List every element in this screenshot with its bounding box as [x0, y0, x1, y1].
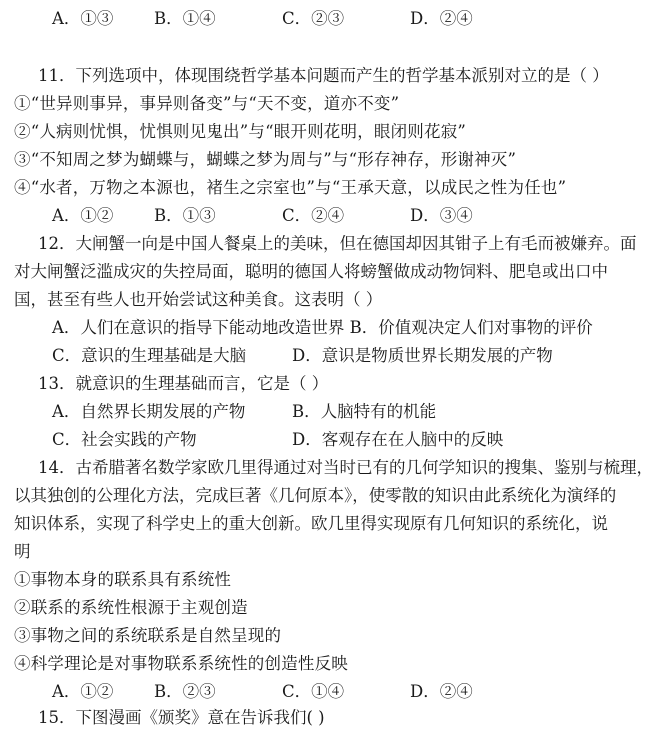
q14-statement-2: ②联系的系统性根源于主观创造 [14, 598, 248, 617]
q13-options-cd [0, 426, 660, 453]
q11-statement-1: ①“世异则事异，事异则备变”与“天不变，道亦不变” [14, 94, 400, 113]
q14-option-a: A．①② [52, 682, 114, 701]
q11-statement-3: ③“不知周之梦为蝴蝶与，蝴蝶之梦为周与”与“形存神存，形谢神灭” [14, 150, 517, 169]
q14-line-2: 以其独创的公理化方法，完成巨著《几何原本》，使零散的知识由此系统化为演绎的 [14, 486, 617, 505]
q13-options-ab [0, 398, 660, 425]
q13-option-d: D．客观存在在人脑中的反映 [292, 430, 504, 449]
q12-option-c: C．意识的生理基础是大脑 [52, 346, 247, 365]
q11-stem: 11．下列选项中，体现围绕哲学基本问题而产生的哲学基本派别对立的是（ ） [38, 66, 609, 85]
q14-option-c: C．①④ [282, 682, 345, 701]
q13-option-c: C．社会实践的产物 [52, 430, 197, 449]
q14-line-3: 知识体系，实现了科学史上的重大创新。欧几里得实现原有几何知识的系统化，说 [14, 514, 608, 533]
q13-option-b: B．人脑特有的机能 [292, 402, 437, 421]
q15-stem: 15．下图漫画《颁奖》意在告诉我们( ) [38, 708, 325, 727]
q12-line-3: 国，甚至有些人也开始尝试这种美食。这表明（ ） [14, 290, 383, 309]
q11-option-b: B．①③ [154, 206, 216, 225]
q12-option-d: D．意识是物质世界长期发展的产物 [292, 346, 553, 365]
q11-statement-4: ④“水者，万物之本源也，褚生之宗室也”与“王承天意，以成民之性为任也” [14, 178, 567, 197]
q14-option-b: B．②③ [154, 682, 216, 701]
q10-option-b: B．①④ [154, 9, 216, 28]
q12-line-1: 12．大闸蟹一向是中国人餐桌上的美味，但在德国却因其钳子上有毛而被嫌弃。面 [38, 234, 637, 253]
q14-statement-4: ④科学理论是对事物联系系统性的创造性反映 [14, 654, 348, 673]
q14-statement-1: ①事物本身的联系具有系统性 [14, 570, 232, 589]
q11-options [0, 202, 660, 229]
q13-stem: 13．就意识的生理基础而言，它是（ ） [38, 374, 329, 393]
q11-option-c: C．②④ [282, 206, 345, 225]
q12-options-ab: A．人们在意识的指导下能动地改造世界 B．价值观决定人们对事物的评价 [52, 318, 593, 337]
q10-option-d: D．②④ [410, 9, 473, 28]
q14-line-1: 14．古希腊著名数学家欧几里得通过对当时已有的几何学知识的搜集、鉴别与梳理， [38, 458, 653, 477]
q11-option-d: D．③④ [410, 206, 473, 225]
q14-option-d: D．②④ [410, 682, 473, 701]
q14-options [0, 678, 660, 705]
q13-option-a: A．自然界长期发展的产物 [52, 402, 246, 421]
q10-option-c: C．②③ [282, 9, 345, 28]
q14-statement-3: ③事物之间的系统联系是自然呈现的 [14, 626, 282, 645]
q14-line-4: 明 [14, 542, 31, 561]
q10-option-a: A．①③ [52, 9, 114, 28]
q10-options [0, 5, 660, 32]
q12-line-2: 对大闸蟹泛滥成灾的失控局面，聪明的德国人将螃蟹做成动物饲料、肥皂或出口中 [14, 262, 608, 281]
q12-options-cd [0, 342, 660, 369]
q11-option-a: A．①② [52, 206, 114, 225]
q11-statement-2: ②“人病则忧惧，忧惧则见鬼出”与“眼开则花明，眼闭则花寂” [14, 122, 467, 141]
